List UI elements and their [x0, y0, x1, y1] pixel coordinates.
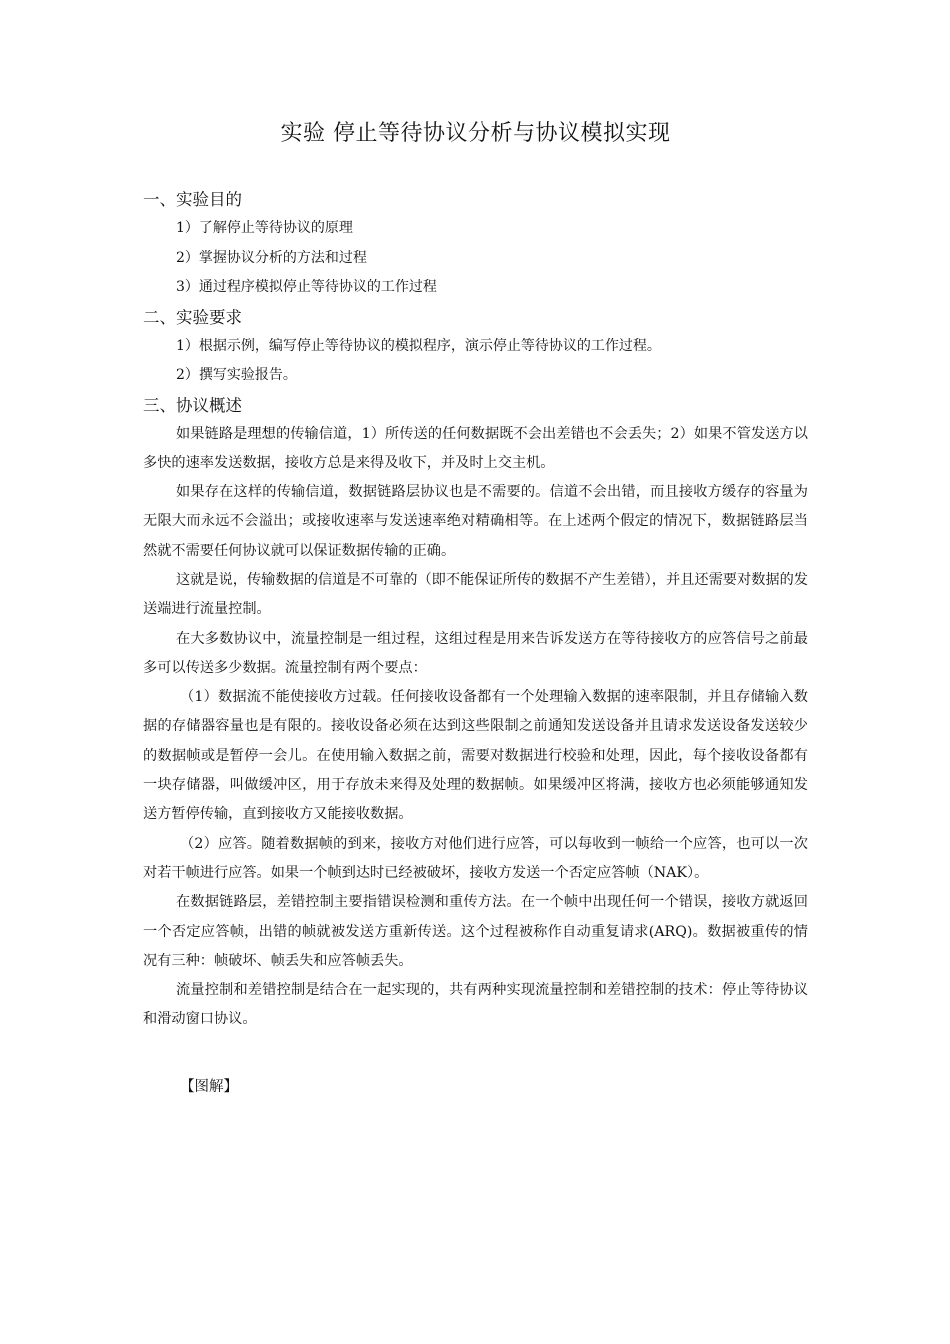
overview-paragraph: 如果链路是理想的传输信道，1）所传送的任何数据既不会出差错也不会丢失；2）如果不管发送方以多快的速率发送数据，接收方总是来得及收下，并及时上交主机。 — [143, 425, 808, 471]
section-requirements — [143, 303, 808, 391]
purpose-item: 1）了解停止等待协议的原理 — [176, 220, 353, 236]
document-title: 实验 停止等待协议分析与协议模拟实现 — [280, 121, 671, 146]
figure-label: 【图解】 — [180, 1078, 238, 1095]
overview-paragraph-point-1: （1）数据流不能使接收方过载。任何接收设备都有一个处理输入数据的速率限制，并且存储输入数据的存储器容量也是有限的。接收设备必须在达到这些限制之前通知发送设备并且请求发送设备发送较少的数据帧或是暂停一会儿。在使用输入数据之前，需要对数据进行校验和处理，因此，每个接收设备都有一块存储器，叫做缓冲区，用于存放未来得及处理的数据帧。如果缓冲区将满，接收方也必须能够通知发送方暂停传输，直到接收方又能接收数据。 — [143, 689, 808, 823]
requirement-item: 1）根据示例，编写停止等待协议的模拟程序，演示停止等待协议的工作过程。 — [176, 337, 661, 354]
section-heading-purpose: 一、实验目的 — [143, 190, 242, 209]
overview-paragraph: 如果存在这样的传输信道，数据链路层协议也是不需要的。信道不会出错，而且接收方缓存的容量为无限大而永远不会溢出；或接收速率与发送速率绝对精确相等。在上述两个假定的情况下，数据链路层当然就不需要任何协议就可以保证数据传输的正确。 — [143, 484, 808, 559]
purpose-item: 2）掌握协议分析的方法和过程 — [176, 249, 367, 266]
section-heading-requirements: 二、实验要求 — [143, 307, 242, 327]
requirement-item: 2）撰写实验报告。 — [176, 367, 297, 383]
overview-paragraph: 在数据链路层，差错控制主要指错误检测和重传方法。在一个帧中出现任何一个错误，接收方就返回一个否定应答帧，出错的帧就被发送方重新传送。这个过程被称作自动重复请求(ARQ)。数据被重传的情况有三种：帧破坏、帧丢失和应答帧丢失。 — [143, 894, 808, 969]
overview-paragraph: 流量控制和差错控制是结合在一起实现的，共有两种实现流量控制和差错控制的技术：停止等待协议和滑动窗口协议。 — [143, 982, 808, 1028]
purpose-item: 3）通过程序模拟停止等待协议的工作过程 — [176, 279, 437, 295]
overview-paragraph: 这就是说，传输数据的信道是不可靠的（即不能保证所传的数据不产生差错），并且还需要对数据的发送端进行流量控制。 — [143, 571, 808, 618]
overview-paragraph: 在大多数协议中，流量控制是一组过程，这组过程是用来告诉发送方在等待接收方的应答信号之前最多可以传送多少数据。流量控制有两个要点： — [143, 630, 808, 676]
section-overview — [143, 391, 808, 1035]
section-heading-overview: 三、协议概述 — [143, 395, 242, 415]
overview-paragraph-point-2: （2）应答。随着数据帧的到来，接收方对他们进行应答，可以每收到一帧给一个应答，也可以一次对若干帧进行应答。如果一个帧到达时已经被破坏，接收方发送一个否定应答帧（NAK）。 — [143, 835, 808, 881]
section-purpose — [143, 185, 808, 303]
